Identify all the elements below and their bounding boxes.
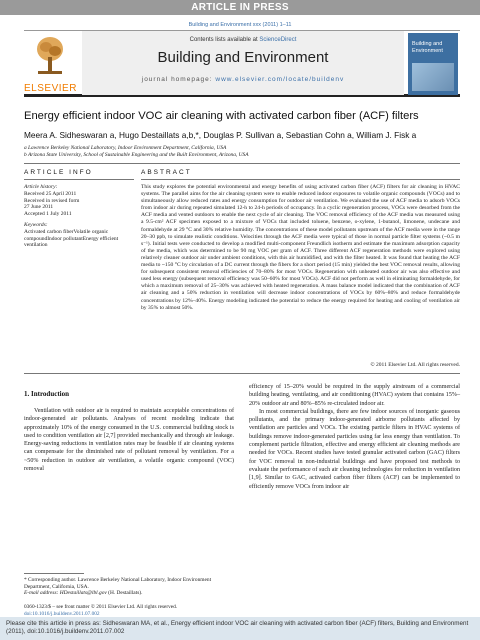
body-column-left: Ventilation with outdoor air is required to maintain acceptable concentrations of indoor-generated air pollutants. Analyses of recent modeling indicate that approximately 10% of the energy consumed in the U.S. commercial building stock is used to condition ventilation air [2,7] provided mechanically and through air leakage. Energy-saving reductions in ventilation rates may be feasible if air cleaning systems can compensate for the diminished rate of pollutant removal by ventilation. For a ~50% reduction in outdoor air ventilation, a volatile organic compound (VOC) removal xyxy=(24,408,234,473)
contents-prefix: Contents lists available at xyxy=(189,37,258,43)
received-date: Received 25 April 2011 xyxy=(24,190,77,197)
elsevier-logo xyxy=(24,33,76,95)
elsevier-wordmark: ELSEVIER xyxy=(24,83,77,94)
article-info-divider xyxy=(24,179,134,180)
history-label: Article history: xyxy=(24,184,58,190)
body-paragraph: efficiency of 15–20% would be required in the supply airstream of a commercial building heating, ventilating, and air conditioning (HVAC) system that contains 15%–20% outdoor air and 80%–85% re-circulated indoor air. xyxy=(249,384,460,407)
contents-line xyxy=(82,37,404,43)
article-info-block xyxy=(24,184,134,249)
issn-line: 0360-1323/$ – see front matter © 2011 Elsevier Ltd. All rights reserved. xyxy=(24,604,178,610)
cover-title: Building and Environment xyxy=(412,41,443,54)
body-column-right xyxy=(249,383,460,491)
email-link[interactable]: HDestaillats@lbl.gov xyxy=(59,590,107,597)
abstract-bottom-divider xyxy=(24,373,460,374)
journal-homepage-line xyxy=(82,76,404,83)
copyright-notice: © 2011 Elsevier Ltd. All rights reserved. xyxy=(370,362,460,368)
doi-link[interactable]: doi:10.1016/j.buildenv.2011.07.002 xyxy=(24,611,100,617)
footnote-text: * Corresponding author. Lawrence Berkeley National Laboratory, Indoor Environment Department, California, USA. xyxy=(24,577,212,590)
affiliation-a: a Lawrence Berkeley National Laboratory, Indoor Environment Department, California, USA xyxy=(24,145,227,151)
body-paragraph: In most commercial buildings, there are few indoor sources of inorganic gaseous pollutants, and the primary indoor-generated airborne pollutants affected by ventilation are particles and VOCs. The existing particle filters in HVAC systems of buildings remove indoor-generated particles using far less energy than ventilation. To complement particle filtration, effective and energy efficient air cleaning methods are needed for VOCs. Recent studies have tested granular activated carbon (GAC) filters for VOC removal in non-industrial buildings and have proposed test methods to evaluate the performance of such air cleaning technologies for reduction in ventilation [1,9]. Similar to GAC, activated carbon fiber filters (ACF) can be implemented to efficiently remove VOCs from indoor air xyxy=(249,408,460,490)
header-divider xyxy=(24,163,460,164)
sciencedirect-link[interactable]: ScienceDirect xyxy=(259,37,297,43)
keyword-line: Activated carbon fiberVolatile organic xyxy=(24,228,109,235)
revised-date: 27 June 2011 xyxy=(24,204,54,211)
email-suffix: (H. Destaillats). xyxy=(108,590,143,597)
keyword-line: compoundIndoor pollutantEnergy efficient xyxy=(24,235,119,242)
keywords-label: Keywords: xyxy=(24,221,48,228)
article-in-press-banner: ARTICLE IN PRESS xyxy=(0,0,480,15)
journal-header xyxy=(24,30,460,97)
homepage-link[interactable]: www.elsevier.com/locate/buildenv xyxy=(215,76,345,83)
accepted-date: Accepted 1 July 2011 xyxy=(24,211,72,218)
journal-info-band xyxy=(82,31,404,95)
corresponding-author-footnote xyxy=(24,577,234,597)
abstract-divider xyxy=(141,179,460,180)
affiliation-b: b Arizona State University, School of Sustainable Engineering and the Built Environment, Arizona, USA xyxy=(24,152,249,158)
revised-label: Received in revised form xyxy=(24,197,80,204)
journal-citation-line[interactable]: Building and Environment xxx (2011) 1–11 xyxy=(188,22,292,28)
journal-title: Building and Environment xyxy=(157,49,329,66)
author-list: Meera A. Sidheswaran a, Hugo Destaillats a,b,*, Douglas P. Sullivan a, Sebastian Cohn a, William J. Fisk a xyxy=(24,130,417,140)
abstract-heading: ABSTRACT xyxy=(141,169,192,176)
email-label: E-mail address: xyxy=(24,590,59,597)
introduction-heading: 1. Introduction xyxy=(24,390,69,398)
footnote-divider xyxy=(24,573,84,574)
elsevier-tree-icon xyxy=(34,33,66,77)
footnote-email-line xyxy=(24,590,234,597)
homepage-prefix: journal homepage: xyxy=(141,76,213,83)
journal-cover-thumbnail xyxy=(408,33,458,95)
cover-image xyxy=(412,63,454,91)
article-info-heading: ARTICLE INFO xyxy=(24,169,93,176)
cite-this-article-box: Please cite this article in press as: Sidheswaran MA, et al., Energy efficient indoor VOC air cleaning with activated carbon fiber (ACF) filters, Building and Environment (2011), doi:10.1016/j.buildenv.2011.07.002 xyxy=(0,617,480,640)
abstract-text: This study explores the potential environmental and energy benefits of using activated carbon fiber (ACF) filters for air cleaning in HVAC systems. The parallel aims for the air cleaning system were to enable reduced indoor exposures to volatile organic compounds (VOCs) and to simultaneously allow reduced rates and energy consumption for outdoor air ventilation. We evaluated the use of ACF media to adsorb VOCs from indoor air during repeated simulated 12-h to 24-h periods of occupancy. In a cyclic regeneration process, VOCs were desorbed from the ACF media and vented outdoors to enable the next cycle of air cleaning. The VOC removal efficiency of the ACF media was measured using a 9.5-cm² ACF specimen exposed to a mixture of VOCs that included toluene, benzene, o-xylene, 1-butanol, limonene, undecane and formaldehyde at 29 °C and 30% relative humidity. The concentrations of these model pollutants upstream of the ACF media were in the range 20–30 ppb, to simulate realistic conditions. Velocities through the ACF media were typical of those in normal particle filter systems (~0.5 m s⁻¹). Initial tests were conducted to develop a modified multi-component Freundlich isotherm and estimate the maximum adsorption capacity of the media, which was determined to be 90 mg VOC per gram of ACF. Three different ACF regeneration methods were explored using relatively cleaner outdoor air under ambient conditions, with this air humidified, and with the filter heated. It was found that heating the ACF media to ~150 °C by circulation of a DC current through the fibers for a short period (15 min) yielded the best VOC removal results, allowing for subsequent consistent removal efficiencies of 70–80% for most VOCs. Regeneration with unheated outdoor air was also effective and used less energy (subsequent removal efficiency was 50–60% for most VOCs). ACF did not perform as well in eliminating formaldehyde, for which a maximum removal of 25–30% was achieved with heated regeneration. A mass balance model indicated that the combination of ACF air cleaning and a 50% reduction in ventilation will decrease indoor concentrations of VOCs by 60%–80% and reduce formaldehyde concentrations by 12%–40%. Energy modeling indicated the potential to reduce the energy required for heating and cooling of ventilation air by 35% to almost 50%. xyxy=(141,184,460,311)
paper-title: Energy efficient indoor VOC air cleaning with activated carbon fiber (ACF) filters xyxy=(24,110,419,122)
keyword-line: ventilation xyxy=(24,242,48,249)
